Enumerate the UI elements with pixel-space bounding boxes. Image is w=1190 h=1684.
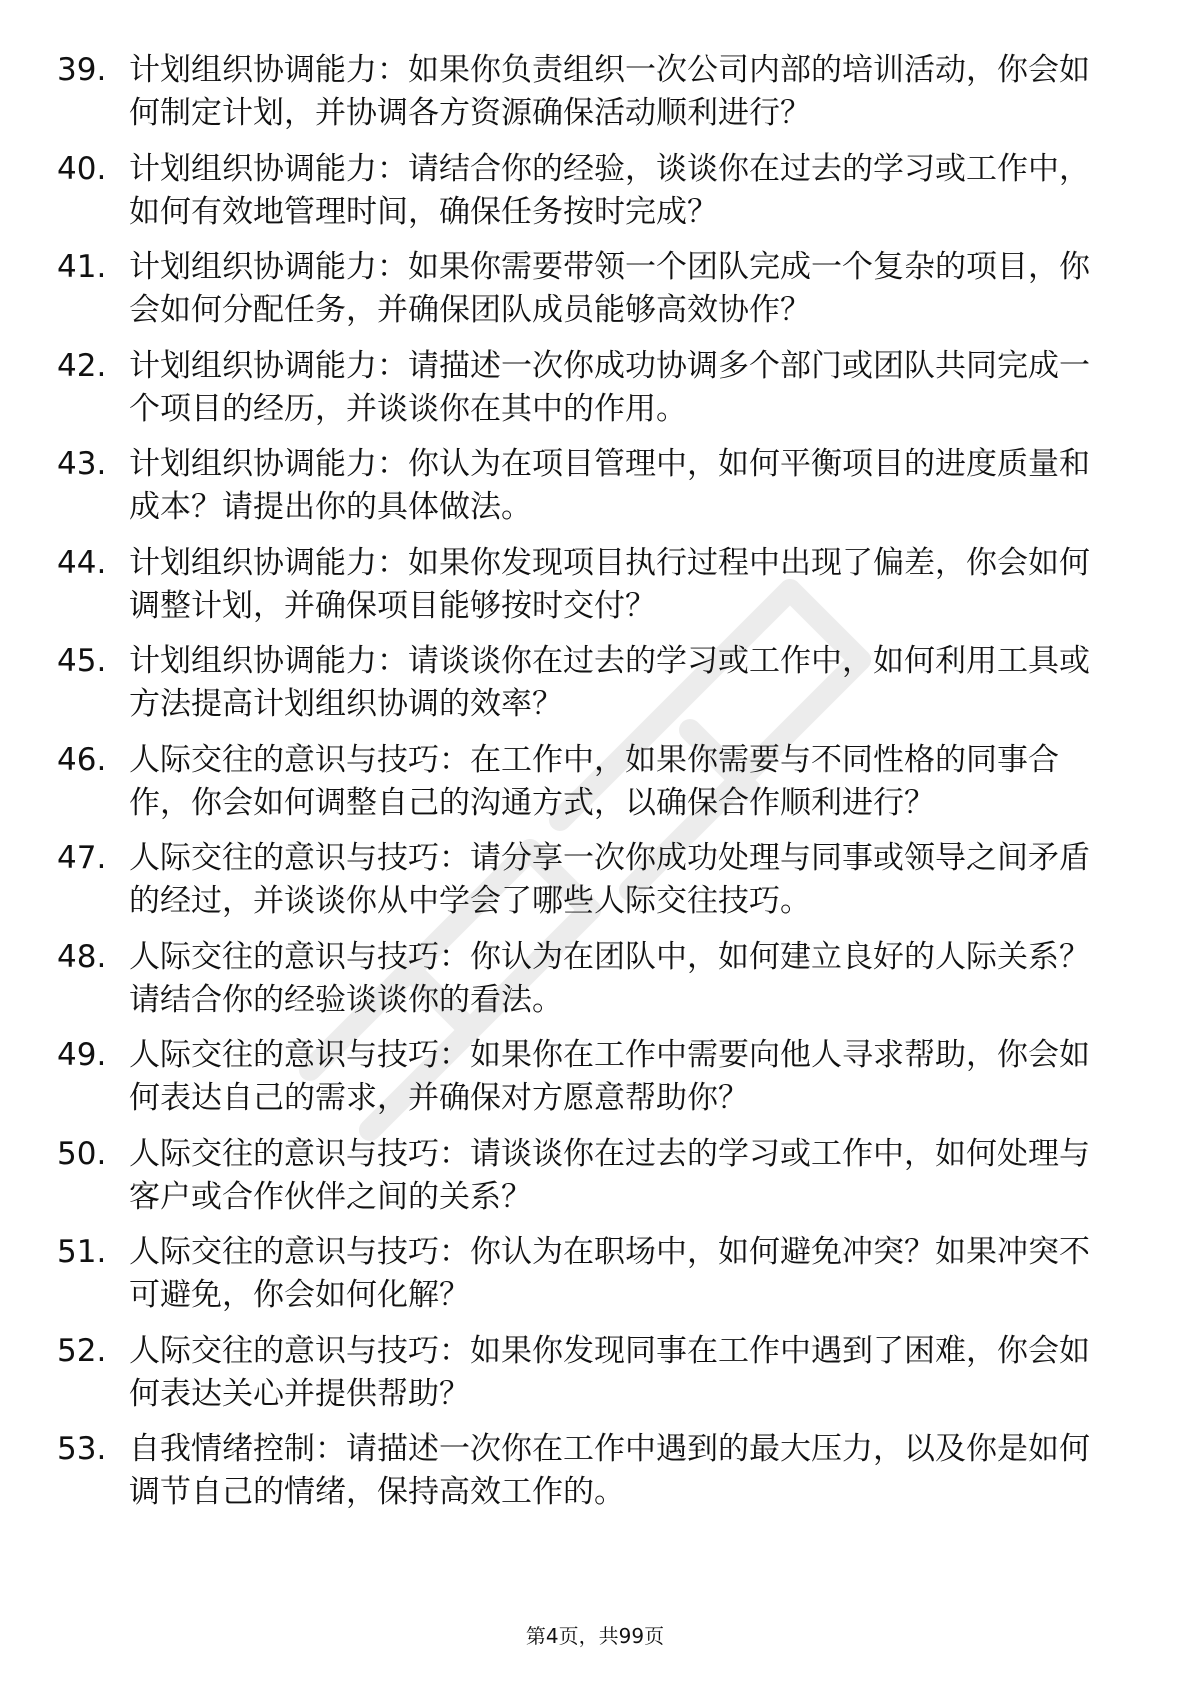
question-item xyxy=(57,443,1137,542)
question-item xyxy=(57,1034,1137,1133)
question-item xyxy=(57,542,1137,641)
question-number: 47. xyxy=(57,840,107,876)
question-number: 48. xyxy=(57,938,107,975)
question-item xyxy=(57,148,1137,247)
question-text: 计划组织协调能力：如果你发现项目执行过程中出现了偏差，你会如何调整计划，并确保项目能够按时交付？ xyxy=(129,544,1090,624)
question-number: 53. xyxy=(57,1431,107,1467)
question-text: 计划组织协调能力：请谈谈你在过去的学习或工作中，如何利用工具或方法提高计划组织协调的效率？ xyxy=(129,643,1090,722)
question-number: 45. xyxy=(57,643,107,679)
question-text: 计划组织协调能力：如果你负责组织一次公司内部的培训活动，你会如何制定计划，并协调各方资源确保活动顺利进行？ xyxy=(129,52,1090,131)
question-item xyxy=(57,936,1137,1035)
question-text: 计划组织协调能力：你认为在项目管理中，如何平衡项目的进度质量和成本？请提出你的具体做法。 xyxy=(129,446,1090,525)
question-text: 自我情绪控制：请描述一次你在工作中遇到的最大压力，以及你是如何调节自己的情绪，保持高效工作的。 xyxy=(129,1431,1090,1510)
question-text: 人际交往的意识与技巧：在工作中，如果你需要与不同性格的同事合作，你会如何调整自己的沟通方式，以确保合作顺利进行？ xyxy=(129,741,1059,821)
question-item xyxy=(57,1231,1137,1330)
question-number: 41. xyxy=(57,249,107,285)
page-number-label: 第4页，共99页 xyxy=(525,1624,665,1648)
question-item xyxy=(57,1330,1137,1429)
question-text: 人际交往的意识与技巧：如果你在工作中需要向他人寻求帮助，你会如何表达自己的需求，并确保对方愿意帮助你？ xyxy=(129,1037,1090,1116)
question-item xyxy=(57,640,1137,739)
question-number: 43. xyxy=(57,446,107,482)
question-item xyxy=(57,49,1137,148)
question-text: 人际交往的意识与技巧：请分享一次你成功处理与同事或领导之间矛盾的经过，并谈谈你从中学会了哪些人际交往技巧。 xyxy=(129,840,1090,919)
question-number: 40. xyxy=(57,150,107,187)
question-number: 42. xyxy=(57,347,107,384)
question-item xyxy=(57,1428,1137,1527)
question-number: 46. xyxy=(57,741,107,778)
question-item xyxy=(57,739,1137,838)
question-item xyxy=(57,837,1137,936)
question-list xyxy=(57,49,1137,1527)
page-footer xyxy=(0,1623,1190,1649)
question-item xyxy=(57,246,1137,345)
question-text: 计划组织协调能力：请描述一次你成功协调多个部门或团队共同完成一个项目的经历，并谈谈你在其中的作用。 xyxy=(129,347,1090,427)
question-text: 人际交往的意识与技巧：你认为在职场中，如何避免冲突？如果冲突不可避免，你会如何化解？ xyxy=(129,1234,1090,1313)
question-text: 人际交往的意识与技巧：请谈谈你在过去的学习或工作中，如何处理与客户或合作伙伴之间的关系？ xyxy=(129,1135,1090,1215)
question-text: 人际交往的意识与技巧：你认为在团队中，如何建立良好的人际关系？请结合你的经验谈谈你的看法。 xyxy=(129,938,1090,1018)
question-number: 49. xyxy=(57,1037,107,1073)
question-text: 人际交往的意识与技巧：如果你发现同事在工作中遇到了困难，你会如何表达关心并提供帮助？ xyxy=(129,1332,1090,1412)
question-number: 44. xyxy=(57,544,107,581)
question-text: 计划组织协调能力：请结合你的经验，谈谈你在过去的学习或工作中，如何有效地管理时间，确保任务按时完成？ xyxy=(129,150,1090,230)
question-item xyxy=(57,1133,1137,1232)
question-number: 52. xyxy=(57,1332,107,1369)
question-number: 51. xyxy=(57,1234,107,1270)
question-text: 计划组织协调能力：如果你需要带领一个团队完成一个复杂的项目，你会如何分配任务，并确保团队成员能够高效协作？ xyxy=(129,249,1090,328)
question-number: 50. xyxy=(57,1135,107,1172)
question-item xyxy=(57,345,1137,444)
question-number: 39. xyxy=(57,52,107,88)
